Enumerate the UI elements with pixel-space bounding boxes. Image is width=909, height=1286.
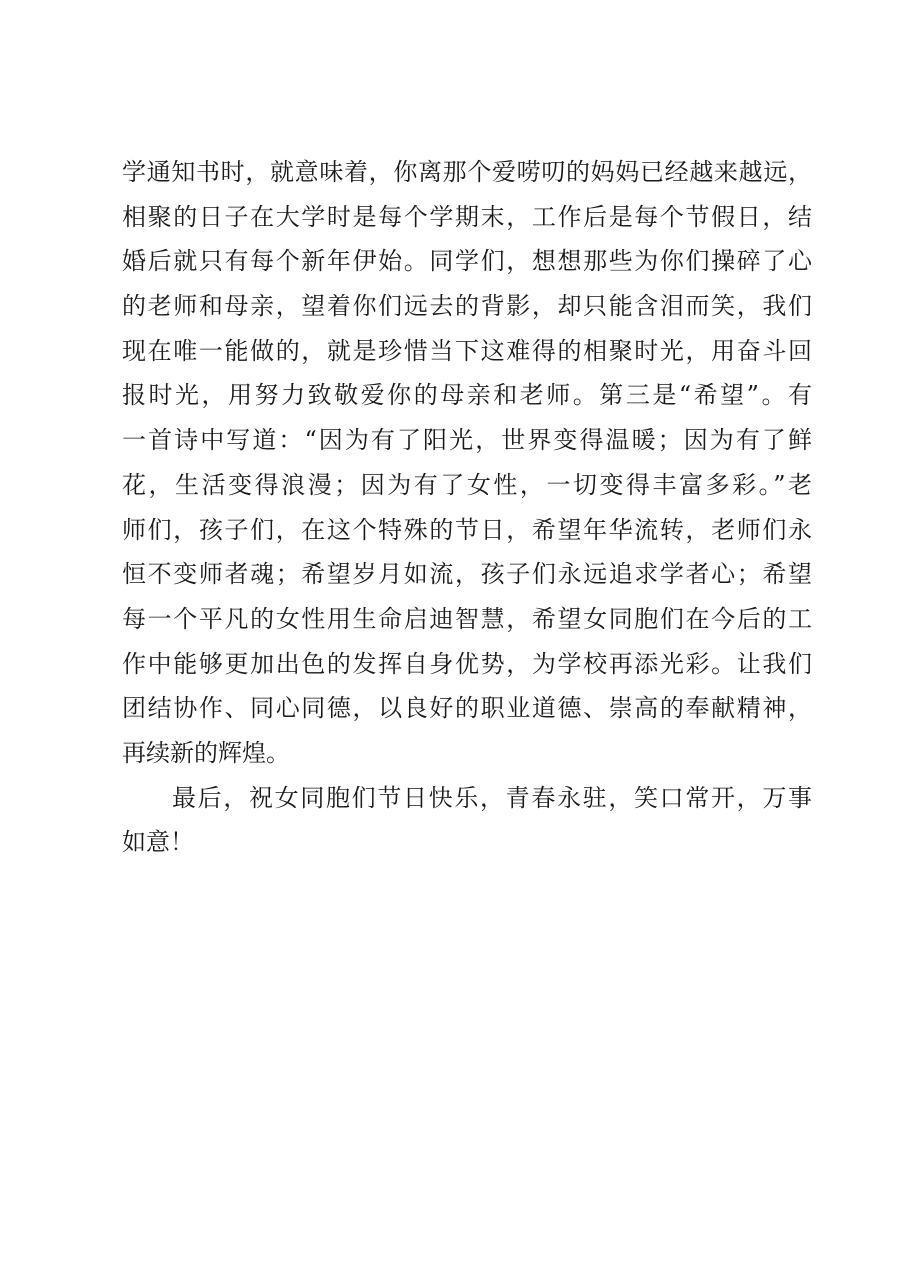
text-line: 现在唯一能做的，就是珍惜当下这难得的相聚时光，用奋斗回 [122,336,812,365]
paragraph-1 [122,150,812,776]
text-line: 团结协作、同心同德，以良好的职业道德、崇高的奉献精神， [122,694,812,723]
text-line: 恒不变师者魂；希望岁月如流，孩子们永远追求学者心；希望 [122,560,812,589]
text-line: 一首诗中写道：“因为有了阳光，世界变得温暖；因为有了鲜 [122,426,812,455]
text-line: 学通知书时，就意味着，你离那个爱唠叨的妈妈已经越来越远， [122,158,812,186]
text-line: 如意！ [122,828,194,857]
text-line: 相聚的日子在大学时是每个学期末，工作后是每个节假日，结 [122,202,812,231]
text-line: 作中能够更加出色的发挥自身优势，为学校再添光彩。让我们 [122,649,812,678]
text-line: 每一个平凡的女性用生命启迪智慧，希望女同胞们在今后的工 [122,604,812,633]
text-line: 最后，祝女同胞们节日快乐，青春永驻，笑口常开，万事 [172,783,812,812]
text-line: 再续新的辉煌。 [122,738,290,767]
text-line: 的老师和母亲，望着你们远去的背影，却只能含泪而笑，我们 [122,292,812,321]
text-line: 报时光，用努力致敬爱你的母亲和老师。第三是“希望”。有 [122,381,812,410]
document-body [122,150,812,865]
text-line: 师们，孩子们，在这个特殊的节日，希望年华流转，老师们永 [122,515,812,544]
text-line: 婚后就只有每个新年伊始。同学们，想想那些为你们操碎了心 [122,247,812,276]
paragraph-2 [122,776,812,865]
text-line: 花，生活变得浪漫；因为有了女性，一切变得丰富多彩。”老 [122,470,812,499]
